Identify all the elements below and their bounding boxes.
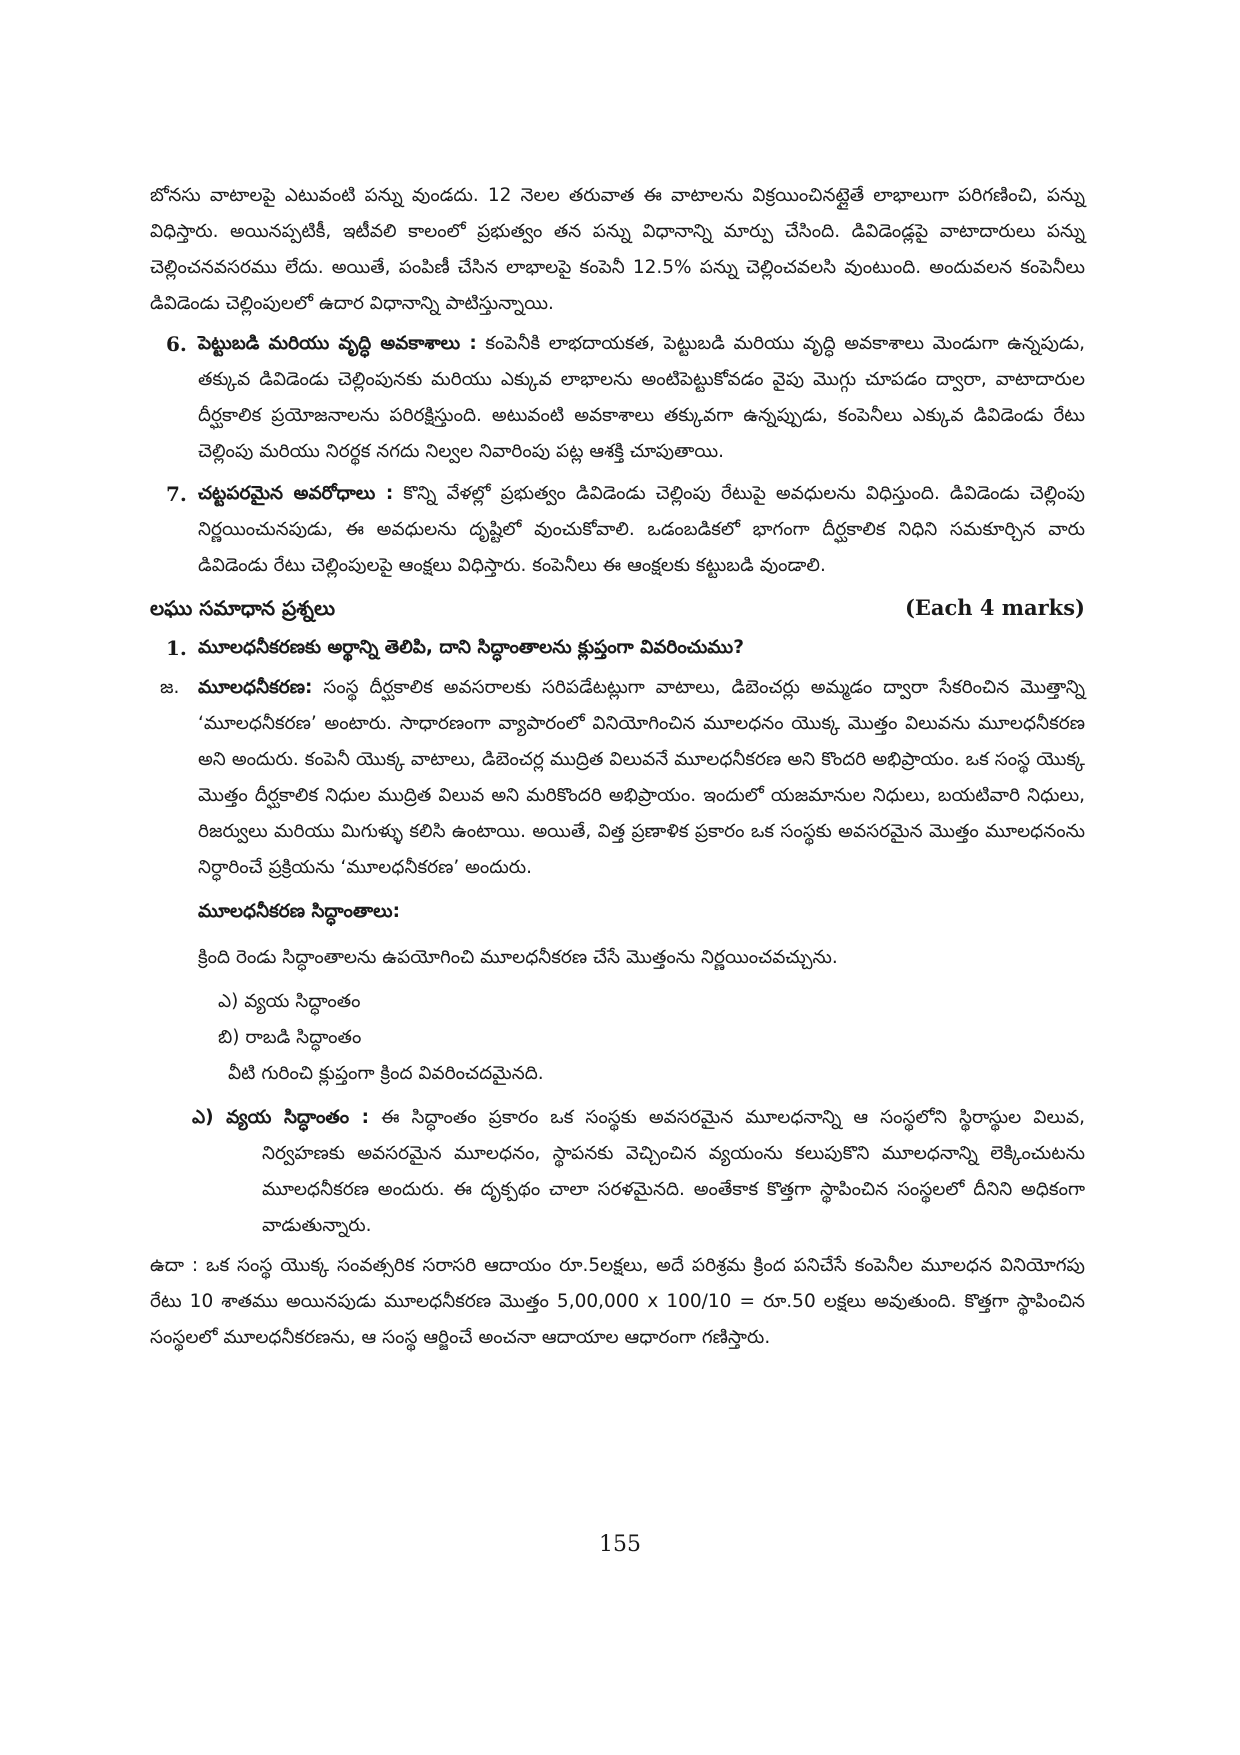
principles-note: వీటి గురించి క్లుప్తంగా క్రింద వివరించదమైనది. [228, 1063, 544, 1084]
answer-1 [150, 670, 1085, 886]
list-item-legal-constraints [150, 476, 1085, 584]
item-number: 6. [166, 332, 187, 356]
cost-theory-label: ఎ) వ్యయ సిద్ధాంతం : [192, 1107, 370, 1128]
item-title: పెట్టుబడి మరియు వృద్ధి అవకాశాలు : [198, 333, 477, 354]
principles-heading: మూలధనీకరణ సిద్ధాంతాలు: [198, 901, 400, 922]
principle-item-cost: ఎ) వ్యయ సిద్ధాంతం [218, 991, 361, 1012]
principles-intro: క్రింది రెండు సిద్ధాంతాలను ఉపయోగించి మూలధనీకరణ చేసే మొత్తంను నిర్ణయించవచ్చును. [198, 947, 838, 968]
item-text: కొన్ని వేళల్లో ప్రభుత్వం డివిడెండు చెల్లింపు రేటుపై అవధులను విధిస్తుంది. డివిడెండు చెల్లింపు నిర్ణయించునపుడు, ఈ అవధులను దృష్టిలో వుంచుకోవాలి. ఒడంబడికలో భాగంగా దీర్ఘకాలిక నిధిని సమకూర్చిన వారు డివిడెండు రేటు చెల్లింపులపై ఆంక్షలు విధిస్తారు. కంపెనీలు ఈ ఆంక్షలకు కట్టుబడి వుండాలి. [198, 483, 1085, 576]
question-number: 1. [166, 636, 187, 660]
page-content [150, 178, 1085, 1356]
cost-theory [150, 1100, 1085, 1244]
principle-item-earnings: బి) రాబడి సిద్ధాంతం [218, 1027, 362, 1048]
answer-text: సంస్థ దీర్ఘకాలిక అవసరాలకు సరిపడేటట్లుగా వాటాలు, డిబెంచర్లు అమ్మడం ద్వారా సేకరించిన మొత్తాన్ని ‘మూలధనీకరణ’ అంటారు. సాధారణంగా వ్యాపారంలో వినియోగించిన మూలధనం యొక్క మొత్తం విలువను మూలధనీకరణ అని అందురు. కంపెనీ యొక్క వాటాలు, డిబెంచర్ల ముద్రిత విలువనే మూలధనీకరణ అని కొందరి అభిప్రాయం. ఒక సంస్థ యొక్క మొత్తం దీర్ఘకాలిక నిధుల ముద్రిత విలువ అని మరికొందరి అభిప్రాయం. ఇందులో యజమానుల నిధులు, బయటివారి నిధులు, రిజర్వులు మరియు మిగుళ్ళు కలిసి ఉంటాయి. అయితే, విత్త ప్రణాళిక ప్రకారం ఒక సంస్థకు అవసరమైన మొత్తం మూలధనంను నిర్ధారించే ప్రక్రియను ‘మూలధనీకరణ’ అందురు. [198, 677, 1085, 878]
answer-label: జ. [160, 677, 180, 698]
question-text: మూలధనీకరణకు అర్థాన్ని తెలిపి, దాని సిద్ధాంతాలను క్లుప్తంగా వివరించుము? [198, 637, 744, 658]
cost-theory-text: ఈ సిద్ధాంతం ప్రకారం ఒక సంస్థకు అవసరమైన మూలధనాన్ని ఆ సంస్థలోని స్థిరాస్థుల విలువ, నిర్వహణకు అవసరమైన మూలధనం, స్థాపనకు వెచ్చించిన వ్యయంను కలుపుకొని మూలధనాన్ని లెక్కించుటను మూలధనీకరణ అందురు. ఈ దృక్పథం చాలా సరళమైనది. అంతేకాక కొత్తగా స్థాపించిన సంస్థలలో దీనిని అధికంగా వాడుతున్నారు. [262, 1107, 1085, 1236]
example-paragraph: ఉదా : ఒక సంస్థ యొక్క సంవత్సరిక సరాసరి ఆదాయం రూ.5లక్షలు, అదే పరిశ్రమ క్రింద పనిచేసే కంపెనీల మూలధన వినియోగపు రేటు 10 శాతము అయినపుడు మూలధనీకరణ మొత్తం 5,00,000 x 100/10 = రూ.50 లక్షలు అవుతుంది. కొత్తగా స్థాపించిన సంస్థలలో మూలధనీకరణను, ఆ సంస్థ ఆర్జించే అంచనా ఆదాయాల ఆధారంగా గణిస్తారు. [150, 1255, 1085, 1348]
item-title: చట్టపరమైన అవరోధాలు : [198, 483, 394, 504]
intro-paragraph: బోనసు వాటాలపై ఎటువంటి పన్ను వుండదు. 12 నెలల తరువాత ఈ వాటాలను విక్రయించినట్లైతే లాభాలుగా పరిగణించి, పన్ను విధిస్తారు. అయినప్పటికీ, ఇటీవలి కాలంలో ప్రభుత్వం తన పన్ను విధానాన్ని మార్పు చేసింది. డివిడెండ్లపై వాటాదారులు పన్ను చెల్లించనవసరము లేదు. అయితే, పంపిణీ చేసిన లాభాలపై కంపెనీ 12.5% పన్ను చెల్లించవలసి వుంటుంది. అందువలన కంపెనీలు డివిడెండు చెల్లింపులలో ఉదార విధానాన్ని పాటిస్తున్నాయి. [150, 185, 1085, 314]
section-marks: (Each 4 marks) [904, 595, 1085, 620]
item-text: కంపెనీకి లాభదాయకత, పెట్టుబడి మరియు వృద్ధి అవకాశాలు మెండుగా ఉన్నపుడు, తక్కువ డివిడెండు చెల్లింపునకు మరియు ఎక్కువ లాభాలను అంటిపెట్టుకోవడం వైపు మొగ్గు చూపడం ద్వారా, వాటాదారుల దీర్ఘకాలిక ప్రయోజనాలను పరిరక్షిస్తుంది. అటువంటి అవకాశాలు తక్కువగా ఉన్నప్పుడు, కంపెనీలు ఎక్కువ డివిడెండు రేటు చెల్లింపు మరియు నిరర్థక నగదు నిల్వల నివారింపు పట్ల ఆశక్తి చూపుతాయి. [198, 333, 1085, 462]
item-number: 7. [166, 482, 187, 506]
section-heading [150, 590, 1085, 626]
list-item-investment-growth [150, 326, 1085, 470]
section-title: లఘు సమాధాన ప్రశ్నలు [150, 596, 336, 620]
answer-term: మూలధనీకరణ: [198, 677, 313, 698]
question-1 [150, 630, 1085, 666]
page-number: 155 [599, 1532, 641, 1557]
